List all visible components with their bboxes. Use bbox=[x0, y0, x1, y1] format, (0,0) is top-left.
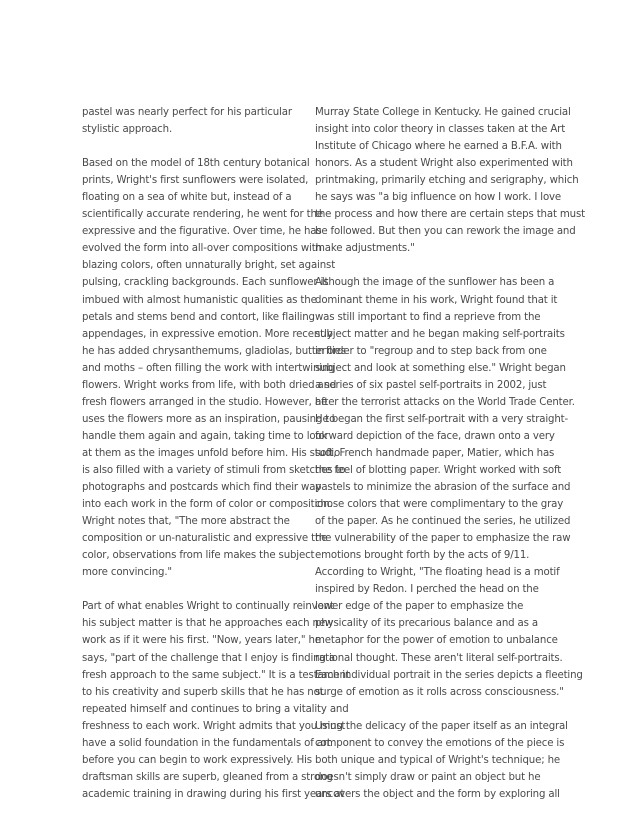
text-line: metaphor for the power of emotion to unbalance bbox=[315, 635, 558, 647]
text-line: before you can begin to work expressively. His bbox=[82, 754, 312, 766]
text-line: Based on the model of 18th century botanical bbox=[82, 158, 310, 170]
text-line: repeated himself and continues to bring a vitality and bbox=[82, 703, 349, 715]
text-line: dominant theme in his work, Wright found that it bbox=[315, 294, 558, 306]
text-line: forward depiction of the face, drawn onto a very bbox=[315, 430, 555, 442]
text-line: draftsman skills are superb, gleaned from a strong bbox=[82, 771, 333, 783]
text-line: insight into color theory in classes taken at the Art bbox=[315, 124, 566, 136]
text-line: have a solid foundation in the fundamentals of art bbox=[82, 737, 331, 749]
text-line: the feel of blotting paper. Wright worked with soft bbox=[315, 464, 562, 476]
text-line: expressive and the figurative. Over time, he has bbox=[82, 226, 322, 238]
text-line: According to Wright, "The floating head is a motif bbox=[315, 567, 560, 579]
text-line: academic training in drawing during his first years at bbox=[82, 788, 345, 800]
text-line: to his creativity and superb skills that he has not bbox=[82, 686, 324, 698]
text-line: a series of six pastel self-portraits in 2002, just bbox=[315, 379, 547, 391]
text-line: doesn't simply draw or paint an object but he bbox=[315, 771, 541, 783]
text-line: more convincing." bbox=[82, 567, 172, 579]
text-line: stylistic approach. bbox=[82, 124, 173, 136]
text-line: fresh flowers arranged in the studio. However, he bbox=[82, 396, 328, 408]
text-line: both unique and typical of Wright's technique; he bbox=[315, 754, 560, 766]
text-line: evolved the form into all-over compositions with bbox=[82, 243, 322, 255]
text-line: work as if it were his first. "Now, years later," he bbox=[82, 635, 321, 647]
text-line: Wright notes that, "The more abstract the bbox=[82, 516, 290, 528]
text-line: the vulnerability of the paper to emphasize the raw bbox=[315, 533, 571, 545]
text-line: he says was "a big influence on how I work. I love bbox=[315, 192, 562, 204]
text-line: he has added chrysanthemums, gladiolas, butterflies bbox=[82, 345, 346, 357]
text-line: inspired by Redon. I perched the head on the bbox=[315, 584, 539, 596]
text-line: handle them again and again, taking time to look bbox=[82, 430, 328, 442]
text-line: be followed. But then you can rework the image and bbox=[315, 226, 576, 238]
text-line: chose colors that were complimentary to the gray bbox=[315, 499, 564, 511]
text-line: flowers. Wright works from life, with both dried and bbox=[82, 379, 337, 391]
text-line: rational thought. These aren't literal self-portraits. bbox=[315, 652, 563, 664]
paragraph bbox=[315, 274, 583, 700]
text-line: floating on a sea of white but, instead of a bbox=[82, 192, 292, 204]
text-line: pastel was nearly perfect for his particular bbox=[82, 107, 292, 118]
text-line: appendages, in expressive emotion. More recently bbox=[82, 328, 333, 340]
text-line: was still important to find a reprieve from the bbox=[315, 311, 541, 323]
text-line: emotions brought forth by the acts of 9/11. bbox=[315, 550, 530, 562]
text-line: color, observations from life makes the subject bbox=[82, 550, 315, 562]
text-line: subject matter and he began making self-portraits bbox=[315, 328, 565, 340]
text-line: surge of emotion as it rolls across consciousness." bbox=[315, 686, 564, 698]
text-line: the process and how there are certain steps that must bbox=[315, 209, 585, 221]
text-line: pulsing, crackling backgrounds. Each sunflower is bbox=[82, 277, 329, 289]
text-line: and moths – often filling the work with intertwining bbox=[82, 362, 335, 374]
text-line: Part of what enables Wright to continually reinvent bbox=[82, 601, 334, 613]
text-line: of the paper. As he continued the series, he utilized bbox=[315, 516, 571, 528]
text-line: uncovers the object and the form by exploring all bbox=[315, 788, 560, 800]
text-line: Institute of Chicago where he earned a B.F.A. with bbox=[315, 141, 562, 153]
text-line: physicality of its precarious balance and as a bbox=[315, 618, 538, 630]
text-line: lower edge of the paper to emphasize the bbox=[315, 601, 524, 613]
paragraph bbox=[82, 598, 350, 803]
text-line: after the terrorist attacks on the World Trade Center. bbox=[315, 396, 575, 408]
text-line: uses the flowers more as an inspiration, pausing to bbox=[82, 413, 336, 425]
text-line: says, "part of the challenge that I enjoy is finding a bbox=[82, 652, 335, 664]
text-line: Murray State College in Kentucky. He gained crucial bbox=[315, 107, 571, 118]
text-line: He began the first self-portrait with a very straight- bbox=[315, 413, 569, 425]
paragraph bbox=[315, 718, 568, 803]
text-line: photographs and postcards which find their way bbox=[82, 482, 322, 494]
text-line: make adjustments." bbox=[315, 243, 415, 255]
text-line: Each individual portrait in the series depicts a fleeting bbox=[315, 669, 583, 681]
text-line: fresh approach to the same subject." It is a testament bbox=[82, 669, 350, 681]
text-line: Although the image of the sunflower has been a bbox=[315, 277, 555, 289]
text-line: in order to "regroup and to step back from one bbox=[315, 345, 547, 357]
text-line: scientifically accurate rendering, he went for the bbox=[82, 209, 323, 221]
text-line: at them as the images unfold before him. His studio bbox=[82, 447, 341, 459]
paragraph bbox=[82, 104, 314, 138]
text-line: prints, Wright's first sunflowers were isolated, bbox=[82, 175, 309, 187]
text-line: honors. As a student Wright also experimented with bbox=[315, 158, 573, 170]
right-text-column bbox=[315, 104, 585, 820]
text-line: blazing colors, often unnaturally bright, set against bbox=[82, 260, 336, 272]
text-line: his subject matter is that he approaches each new bbox=[82, 618, 334, 630]
text-line: composition or un-naturalistic and expressive the bbox=[82, 533, 328, 545]
text-line: freshness to each work. Wright admits that you must bbox=[82, 720, 346, 732]
text-line: petals and stems bend and contort, like flailing bbox=[82, 311, 315, 323]
text-line: component to convey the emotions of the piece is bbox=[315, 737, 565, 749]
text-line: pastels to minimize the abrasion of the surface and bbox=[315, 482, 571, 494]
paragraph bbox=[315, 104, 585, 257]
text-line: printmaking, primarily etching and serigraphy, which bbox=[315, 175, 579, 187]
text-line: imbued with almost humanistic qualities as the bbox=[82, 294, 317, 306]
text-line: subject and look at something else." Wright began bbox=[315, 362, 566, 374]
text-line: Using the delicacy of the paper itself as an integral bbox=[315, 720, 568, 732]
paragraph bbox=[82, 155, 346, 581]
left-text-column bbox=[82, 104, 350, 820]
text-line: into each work in the form of color or composition. bbox=[82, 499, 333, 511]
text-line: soft, French handmade paper, Matier, which has bbox=[315, 447, 555, 459]
text-line: is also filled with a variety of stimuli from sketches to bbox=[82, 464, 346, 476]
